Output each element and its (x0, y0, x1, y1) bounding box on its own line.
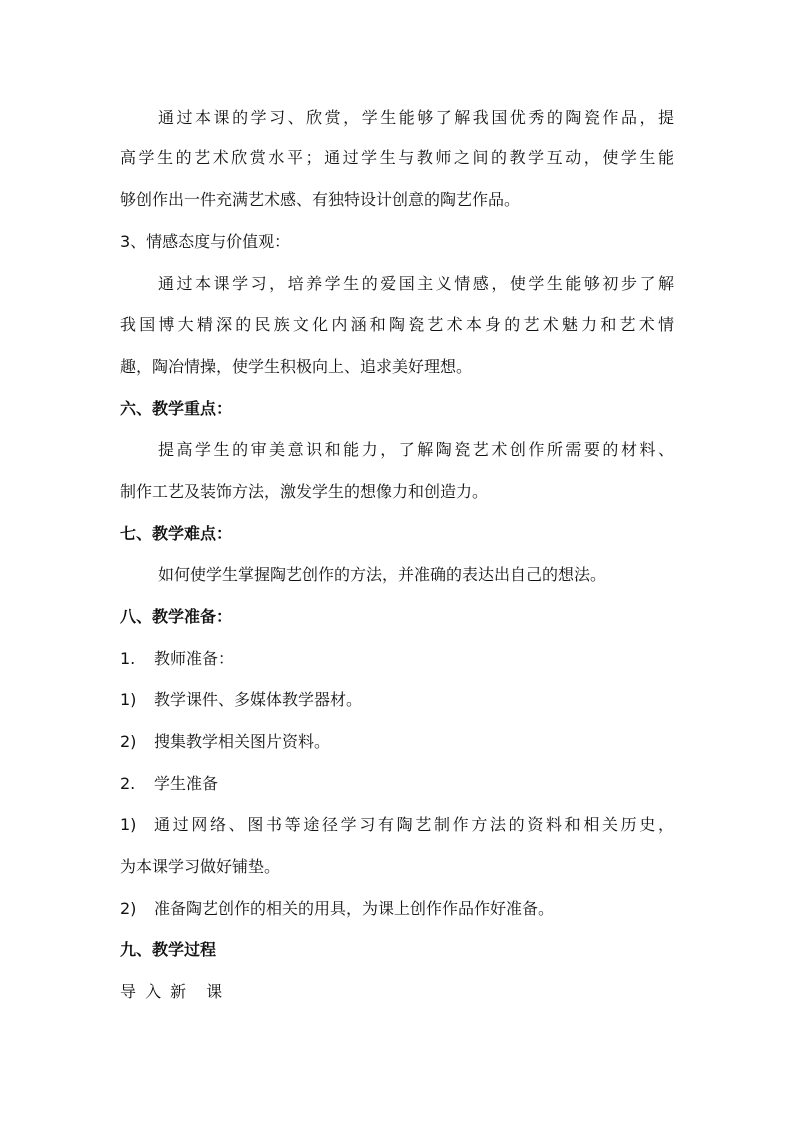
student-item1-line2: 为本课学习做好铺垫。 (120, 857, 281, 876)
student-item1-line1: 通过网络、图书等途径学习有陶艺制作方法的资料和相关历史， (154, 815, 674, 834)
para1-line1: 通过本课的学习、欣赏，学生能够了解我国优秀的陶瓷作品，提 (158, 108, 674, 127)
teacher-prep-title: 教师准备： (154, 649, 235, 668)
intro-heading: 导 入 新 课 (120, 982, 225, 1001)
student-prep-number: 2. (120, 774, 136, 793)
heading-process: 九、教学过程 (120, 940, 217, 959)
para1-line2: 高学生的艺术欣赏水平；通过学生与教师之间的教学互动，使学生能 (120, 148, 674, 167)
student-item2-number: 2) (120, 899, 137, 918)
para3-line1: 提高学生的审美意识和能力，了解陶瓷艺术创作所需要的材料、 (158, 440, 674, 459)
teacher-item2-text: 搜集教学相关图片资料。 (154, 732, 331, 751)
para4: 如何使学生掌握陶艺创作的方法，并准确的表达出自己的想法。 (158, 565, 607, 584)
para2-line2: 我国博大精深的民族文化内涵和陶瓷艺术本身的艺术魅力和艺术情 (120, 315, 674, 334)
para2-line3: 趣，陶冶情操，使学生积极向上、追求美好理想。 (120, 357, 473, 376)
student-item1-number: 1) (120, 815, 137, 834)
para2-line1: 通过本课学习，培养学生的爱国主义情感，使学生能够初步了解 (158, 274, 674, 293)
heading-difficult-points: 七、教学难点： (120, 524, 233, 543)
teacher-item1-text: 教学课件、多媒体教学器材。 (154, 690, 363, 709)
heading-emotion: 3、情感态度与价值观： (120, 232, 291, 251)
para1-line3: 够创作出一件充满艺术感、有独特设计创意的陶艺作品。 (120, 190, 521, 209)
heading-preparation: 八、教学准备： (120, 607, 233, 626)
teacher-prep-number: 1. (120, 649, 136, 668)
student-item2-text: 准备陶艺创作的相关的用具，为课上创作作品作好准备。 (154, 899, 555, 918)
teacher-item2-number: 2) (120, 732, 137, 751)
heading-key-points: 六、教学重点： (120, 399, 233, 418)
student-prep-title: 学生准备 (154, 774, 219, 793)
teacher-item1-number: 1) (120, 690, 137, 709)
para3-line2: 制作工艺及装饰方法，激发学生的想像力和创造力。 (120, 482, 489, 501)
